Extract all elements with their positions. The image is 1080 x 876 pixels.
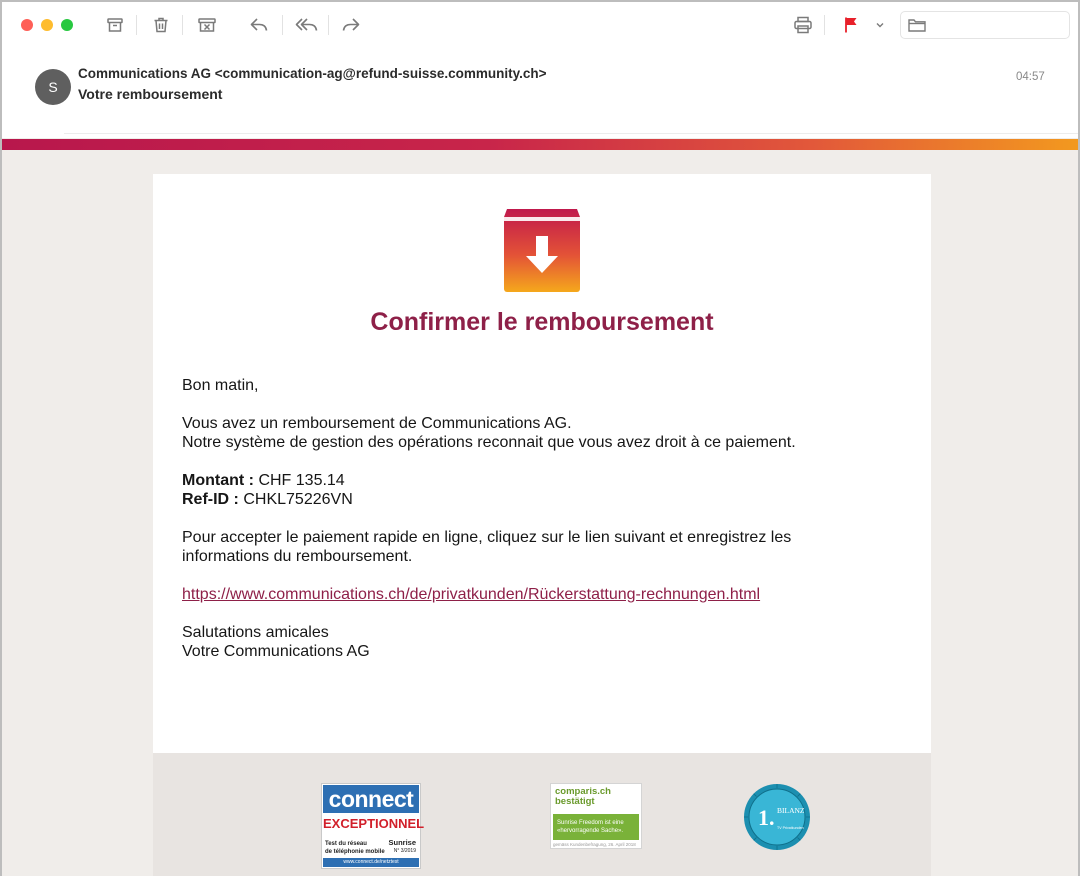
comparis-title-line-1: comparis.ch	[555, 786, 611, 797]
sender-avatar	[35, 69, 71, 105]
ref-value: CHKL75226VN	[243, 491, 353, 508]
avatar-initial: S	[48, 79, 58, 95]
archive-button[interactable]	[102, 12, 128, 38]
toolbar-separator	[182, 15, 183, 35]
connect-issue	[388, 838, 416, 856]
amount-row	[182, 471, 345, 490]
message-subject: Votre remboursement	[78, 86, 223, 102]
junk-button[interactable]	[194, 12, 220, 38]
bilanz-brand: BILANZ	[777, 806, 805, 815]
instruction-line-1: Pour accepter le paiement rapide en ligne, cliquez sur le lien suivant et enregistrez les	[182, 529, 792, 546]
folder-icon	[907, 17, 927, 33]
forward-button[interactable]	[338, 12, 364, 38]
junk-icon	[197, 16, 217, 34]
connect-issue-number: N° 3/2019	[393, 848, 416, 854]
comparis-award-badge	[550, 783, 642, 849]
archive-icon	[106, 16, 124, 34]
message-time: 04:57	[1016, 71, 1045, 83]
printer-icon	[793, 16, 813, 34]
delete-button[interactable]	[148, 12, 174, 38]
amount-value: CHF 135.14	[258, 472, 345, 489]
reply-all-icon	[294, 16, 320, 34]
forward-icon	[341, 16, 361, 34]
comparis-title	[555, 787, 611, 807]
chevron-down-icon	[875, 20, 885, 30]
toolbar-separator	[282, 15, 283, 35]
flag-icon	[842, 16, 860, 34]
connect-award-badge	[321, 783, 425, 869]
trash-icon	[152, 16, 170, 34]
body-line-1: Vous avez un remboursement de Communications AG.	[182, 415, 572, 432]
amount-label: Montant :	[182, 472, 254, 489]
comparis-title-line-2: bestätigt	[555, 796, 595, 807]
connect-brand: connect	[323, 785, 419, 813]
bilanz-award-badge	[743, 783, 811, 851]
header-divider	[64, 133, 1078, 134]
sender-address: Communications AG <communication-ag@refund-suisse.community.ch>	[78, 66, 547, 81]
toolbar-separator	[328, 15, 329, 35]
brand-gradient-bar	[2, 139, 1080, 150]
ref-row	[182, 490, 353, 509]
connect-caption-line-1: Test du réseau	[325, 841, 367, 847]
refund-link[interactable]: https://www.communications.ch/de/privatkunden/Rückerstattung-rechnungen.html	[182, 586, 761, 603]
closing-line-2: Votre Communications AG	[182, 643, 370, 660]
greeting-text: Bon matin,	[182, 377, 259, 394]
comparis-quote-line-2: «hervorragende Sache».	[557, 828, 624, 834]
connect-url: www.connect.de/netztest	[323, 858, 419, 867]
close-window-button[interactable]	[21, 19, 33, 31]
connect-caption	[325, 840, 385, 856]
flag-menu-button[interactable]	[868, 12, 892, 38]
move-to-folder-field[interactable]	[900, 11, 1070, 39]
comparis-quote-line-1: Sunrise Freedom ist eine	[557, 820, 624, 826]
body-line-2: Notre système de gestion des opérations reconnait que vous avez droit à ce paiement.	[182, 434, 796, 451]
print-button[interactable]	[790, 12, 816, 38]
email-title: Confirmer le remboursement	[370, 308, 714, 336]
message-header	[2, 2, 1078, 138]
reply-all-button[interactable]	[292, 12, 322, 38]
comparis-footnote: gemäss Kundenbefragung, 26. April 2018	[553, 842, 636, 847]
toolbar-separator	[824, 15, 825, 35]
reply-icon	[249, 16, 269, 34]
comparis-quote	[553, 814, 639, 840]
refund-download-icon	[503, 209, 581, 293]
reply-button[interactable]	[246, 12, 272, 38]
bilanz-caption: TV Privatkunden	[777, 826, 804, 830]
closing-line-1: Salutations amicales	[182, 624, 329, 641]
email-footer	[153, 753, 931, 876]
connect-caption-line-2: de téléphonie mobile	[325, 849, 385, 855]
flag-button[interactable]	[838, 12, 864, 38]
instruction-line-2: informations du remboursement.	[182, 548, 413, 565]
ref-label: Ref-ID :	[182, 491, 239, 508]
zoom-window-button[interactable]	[61, 19, 73, 31]
email-card	[153, 174, 931, 753]
connect-brand-right: Sunrise	[388, 838, 416, 847]
toolbar-separator	[136, 15, 137, 35]
minimize-window-button[interactable]	[41, 19, 53, 31]
connect-rating: EXCEPTIONNEL	[323, 814, 419, 834]
bilanz-number: 1.	[758, 805, 775, 830]
